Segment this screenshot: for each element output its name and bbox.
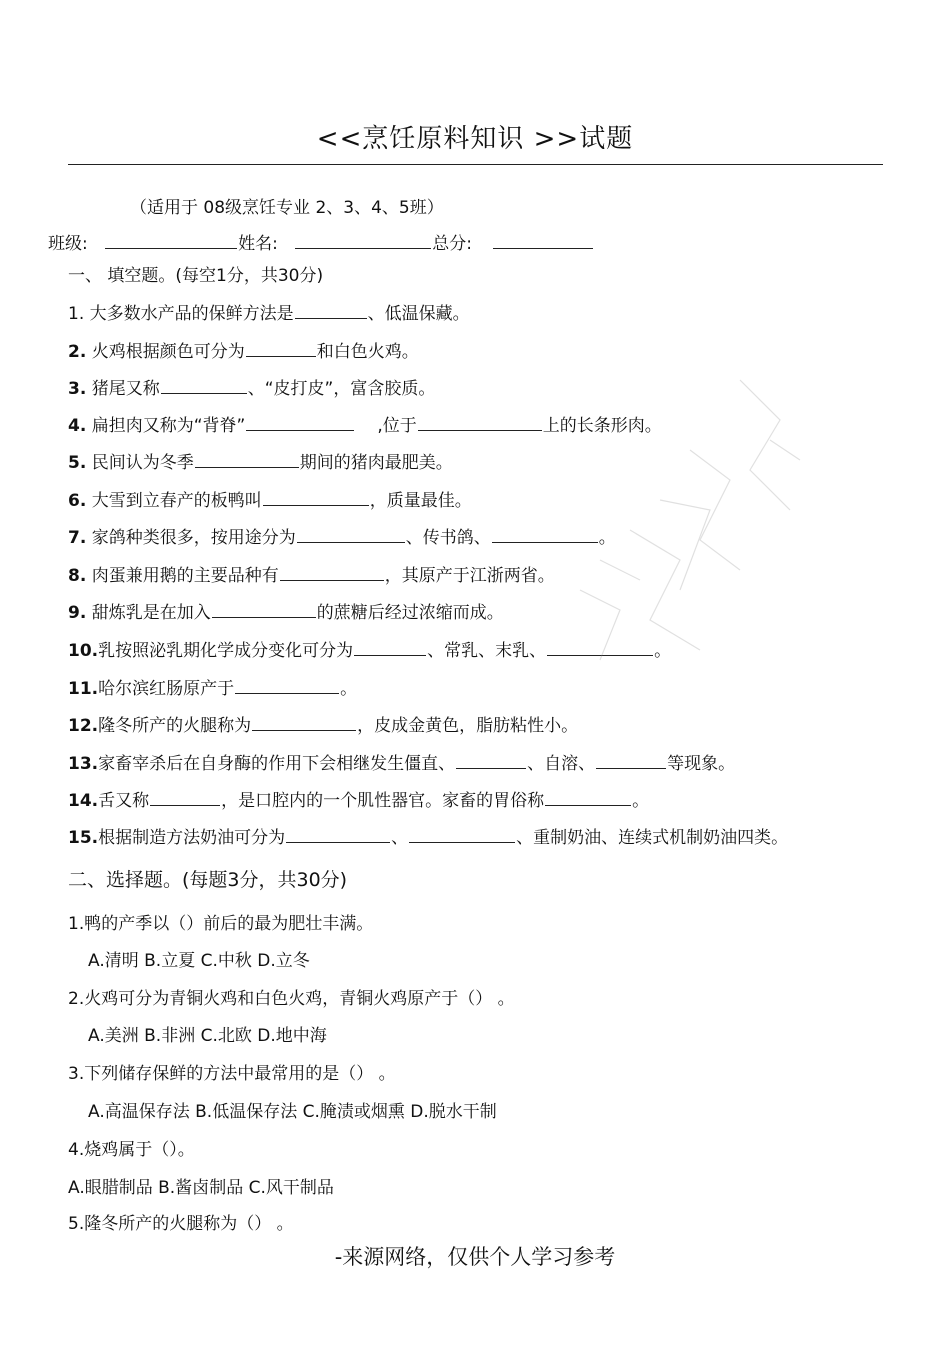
answer-blank[interactable] <box>409 827 515 843</box>
header-fields <box>48 233 594 255</box>
watermark-seal <box>540 360 820 680</box>
question-text: 肉蛋兼用鹅的主要品种有 <box>91 566 279 586</box>
question-text: 乳按照泌乳期化学成分变化可分为 <box>98 641 354 661</box>
question-text: ,位于 <box>377 416 417 436</box>
answer-blank[interactable] <box>418 415 542 431</box>
answer-blank[interactable] <box>150 790 220 806</box>
question-text: 甜炼乳是在加入 <box>91 603 211 623</box>
question-8 <box>68 565 555 587</box>
question-11 <box>68 678 357 700</box>
answer-blank[interactable] <box>280 565 384 581</box>
answer-blank[interactable] <box>297 527 405 543</box>
question-text: 。 <box>340 679 358 699</box>
choice-options-1: A.清明 B.立夏 C.中秋 D.立冬 <box>88 951 310 971</box>
page-title: <<烹饪原料知识 >>试题 <box>316 124 634 154</box>
question-number: 11. <box>68 679 99 699</box>
question-number: 5. <box>68 453 87 473</box>
question-number: 13. <box>68 754 99 774</box>
answer-blank[interactable] <box>161 378 247 394</box>
question-text: 隆冬所产的火腿称为 <box>98 716 252 736</box>
question-text: 、“皮打皮”，富含胶质。 <box>247 379 436 399</box>
question-number: 1. <box>68 304 85 324</box>
question-text: 大多数水产品的保鲜方法是 <box>89 304 294 324</box>
question-number: 14. <box>68 791 99 811</box>
question-15 <box>68 827 788 849</box>
question-text: 猪尾又称 <box>91 379 160 399</box>
question-5 <box>68 452 453 474</box>
answer-blank[interactable] <box>263 490 369 506</box>
answer-blank[interactable] <box>295 303 367 319</box>
question-text: 。 <box>654 641 672 661</box>
choice-question-1: 1.鸭的产季以（）前后的最为肥壮丰满。 <box>68 914 374 934</box>
question-text: 火鸡根据颜色可分为 <box>91 342 245 362</box>
question-text: 、传书鸽、 <box>405 528 491 548</box>
choice-question-4: 4.烧鸡属于（）。 <box>68 1140 195 1160</box>
question-text: 、自溶、 <box>527 754 596 774</box>
question-text: 舌又称 <box>98 791 150 811</box>
question-text: 等现象。 <box>667 754 736 774</box>
question-text: ，皮成金黄色，脂肪粘性小。 <box>357 716 579 736</box>
question-number: 2. <box>68 342 87 362</box>
question-text: 民间认为冬季 <box>91 453 194 473</box>
question-number: 10. <box>68 641 99 661</box>
question-text: 大雪到立春产的板鸭叫 <box>91 491 262 511</box>
question-number: 3. <box>68 379 87 399</box>
question-number: 6. <box>68 491 87 511</box>
question-number: 4. <box>68 416 87 436</box>
footer-note: -来源网络，仅供个人学习参考 <box>334 1245 616 1269</box>
question-text: 和白色火鸡。 <box>316 342 419 362</box>
answer-blank[interactable] <box>252 715 356 731</box>
choice-question-5: 5.隆冬所产的火腿称为（） 。 <box>68 1214 294 1234</box>
question-number: 15. <box>68 828 99 848</box>
answer-blank[interactable] <box>456 753 526 769</box>
class-blank[interactable] <box>105 233 237 249</box>
question-text: 、常乳、末乳、 <box>427 641 547 661</box>
question-number: 8. <box>68 566 87 586</box>
section1-heading: 一、 填空题。(每空1分，共30分) <box>68 266 324 286</box>
class-label: 班级: <box>48 234 88 254</box>
question-text: 家畜宰杀后在自身酶的作用下会相继发生僵直、 <box>98 754 456 774</box>
question-2 <box>68 341 419 363</box>
answer-blank[interactable] <box>235 678 339 694</box>
question-3 <box>68 378 435 400</box>
answer-blank[interactable] <box>286 827 390 843</box>
name-label: 姓名: <box>238 234 278 254</box>
question-text: 上的长条形肉。 <box>542 416 662 436</box>
question-text: ，其原产于江浙两省。 <box>384 566 555 586</box>
name-blank[interactable] <box>295 233 431 249</box>
question-text: 家鸽种类很多，按用途分为 <box>91 528 296 548</box>
answer-blank[interactable] <box>354 640 426 656</box>
answer-blank[interactable] <box>195 452 299 468</box>
question-number: 9. <box>68 603 87 623</box>
question-text: 、低温保藏。 <box>367 304 470 324</box>
question-text: ，质量最佳。 <box>369 491 472 511</box>
question-1 <box>68 303 470 325</box>
answer-blank[interactable] <box>246 341 316 357</box>
answer-blank[interactable] <box>545 790 631 806</box>
question-number: 7. <box>68 528 87 548</box>
question-6 <box>68 490 472 512</box>
question-number: 12. <box>68 716 99 736</box>
section2-heading: 二、选择题。(每题3分，共30分) <box>68 869 348 891</box>
question-9 <box>68 602 504 624</box>
question-text: 扁担肉又称为“背脊” <box>91 416 246 436</box>
choice-question-3: 3.下列储存保鲜的方法中最常用的是（） 。 <box>68 1064 396 1084</box>
question-12 <box>68 715 578 737</box>
question-text: 、重制奶油、连续式机制奶油四类。 <box>516 828 789 848</box>
question-text: 。 <box>632 791 650 811</box>
question-text: 。 <box>598 528 616 548</box>
question-text: 期间的猪肉最肥美。 <box>299 453 453 473</box>
choice-options-4: A.眼腊制品 B.酱卤制品 C.风干制品 <box>68 1178 334 1198</box>
question-text: 哈尔滨红肠原产于 <box>98 679 235 699</box>
score-label: 总分: <box>432 234 473 254</box>
question-13 <box>68 753 735 775</box>
answer-blank[interactable] <box>212 602 316 618</box>
subtitle: （适用于 08级烹饪专业 2、3、4、5班） <box>130 198 444 218</box>
question-text: ，是口腔内的一个肌性器官。家畜的胃俗称 <box>221 791 545 811</box>
question-14 <box>68 790 649 812</box>
score-blank[interactable] <box>493 233 593 249</box>
answer-blank[interactable] <box>246 415 354 431</box>
question-text: 根据制造方法奶油可分为 <box>98 828 286 848</box>
question-7 <box>68 527 616 549</box>
question-text: 、 <box>391 828 409 848</box>
choice-question-2: 2.火鸡可分为青铜火鸡和白色火鸡，青铜火鸡原产于（） 。 <box>68 989 515 1009</box>
title-divider <box>68 164 883 165</box>
question-text: 的蔗糖后经过浓缩而成。 <box>316 603 504 623</box>
choice-options-2: A.美洲 B.非洲 C.北欧 D.地中海 <box>88 1026 327 1046</box>
answer-blank[interactable] <box>596 753 666 769</box>
choice-options-3: A.高温保存法 B.低温保存法 C.腌渍或烟熏 D.脱水干制 <box>88 1102 497 1122</box>
